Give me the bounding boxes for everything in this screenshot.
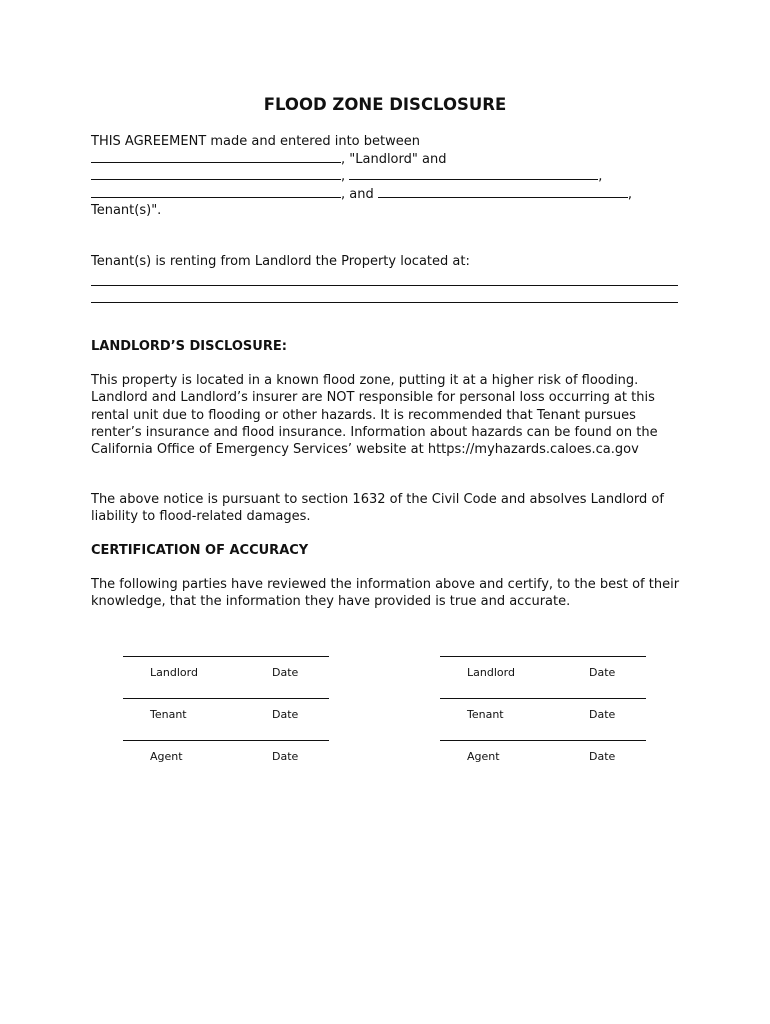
certification-paragraph: The following parties have reviewed the information above and certify, to the best of their knowledge, that the information they have provided is true and accurate.	[91, 577, 680, 610]
tenants-end: Tenant(s)".	[91, 203, 162, 218]
signature-date-label: Date	[272, 666, 299, 679]
signature-line[interactable]	[440, 656, 646, 657]
agreement-line-tenants-1	[91, 167, 602, 185]
signature-role-label: Agent	[150, 750, 183, 763]
property-address-line-2[interactable]	[91, 302, 678, 303]
tenant-name-blank-2[interactable]	[349, 167, 598, 180]
signature-date-label: Date	[589, 666, 616, 679]
disclosure-paragraph: This property is located in a known flood zone, putting it at a higher risk of flooding. Landlord and Landlord’s insurer are NOT responsible for personal loss occurring at this rental unit due to flooding or other hazards. It is recommended that Tenant pursues renter’s insurance and flood insurance. Information about hazards can be found on the California Office of Emergency Services’ website at https://myhazards.caloes.ca.gov	[91, 373, 658, 458]
signature-line[interactable]	[123, 740, 329, 741]
tenant-name-blank-3[interactable]	[91, 185, 341, 198]
signature-role-label: Tenant	[150, 708, 187, 721]
landlord-disclosure-heading: LANDLORD’S DISCLOSURE:	[91, 339, 287, 354]
signature-date-label: Date	[589, 708, 616, 721]
property-address-line-1[interactable]	[91, 285, 678, 286]
agreement-line-tenants-2	[91, 185, 632, 203]
signature-date-label: Date	[272, 708, 299, 721]
landlord-label: , "Landlord" and	[341, 152, 447, 167]
tenant-name-blank-1[interactable]	[91, 167, 341, 180]
agreement-line-landlord	[91, 150, 446, 168]
signature-line[interactable]	[123, 656, 329, 657]
landlord-name-blank[interactable]	[91, 150, 341, 163]
tenant-name-blank-4[interactable]	[378, 185, 628, 198]
document-title: FLOOD ZONE DISCLOSURE	[263, 95, 507, 114]
signature-line[interactable]	[440, 740, 646, 741]
comma-text-2: ,	[598, 169, 603, 184]
civil-code-notice: The above notice is pursuant to section 1632 of the Civil Code and absolves Landlord of liability to flood-related damages.	[91, 492, 664, 525]
signature-date-label: Date	[272, 750, 299, 763]
signature-date-label: Date	[589, 750, 616, 763]
signature-role-label: Tenant	[467, 708, 504, 721]
signature-role-label: Agent	[467, 750, 500, 763]
signature-role-label: Landlord	[467, 666, 515, 679]
agreement-intro: THIS AGREEMENT made and entered into between	[91, 134, 420, 149]
property-text: Tenant(s) is renting from Landlord the Property located at:	[91, 254, 470, 269]
signature-line[interactable]	[123, 698, 329, 699]
signature-role-label: Landlord	[150, 666, 198, 679]
signature-line[interactable]	[440, 698, 646, 699]
and-text: , and	[341, 187, 374, 202]
comma-text: ,	[341, 169, 346, 184]
certification-heading: CERTIFICATION OF ACCURACY	[91, 543, 309, 558]
comma-text-3: ,	[627, 187, 633, 202]
